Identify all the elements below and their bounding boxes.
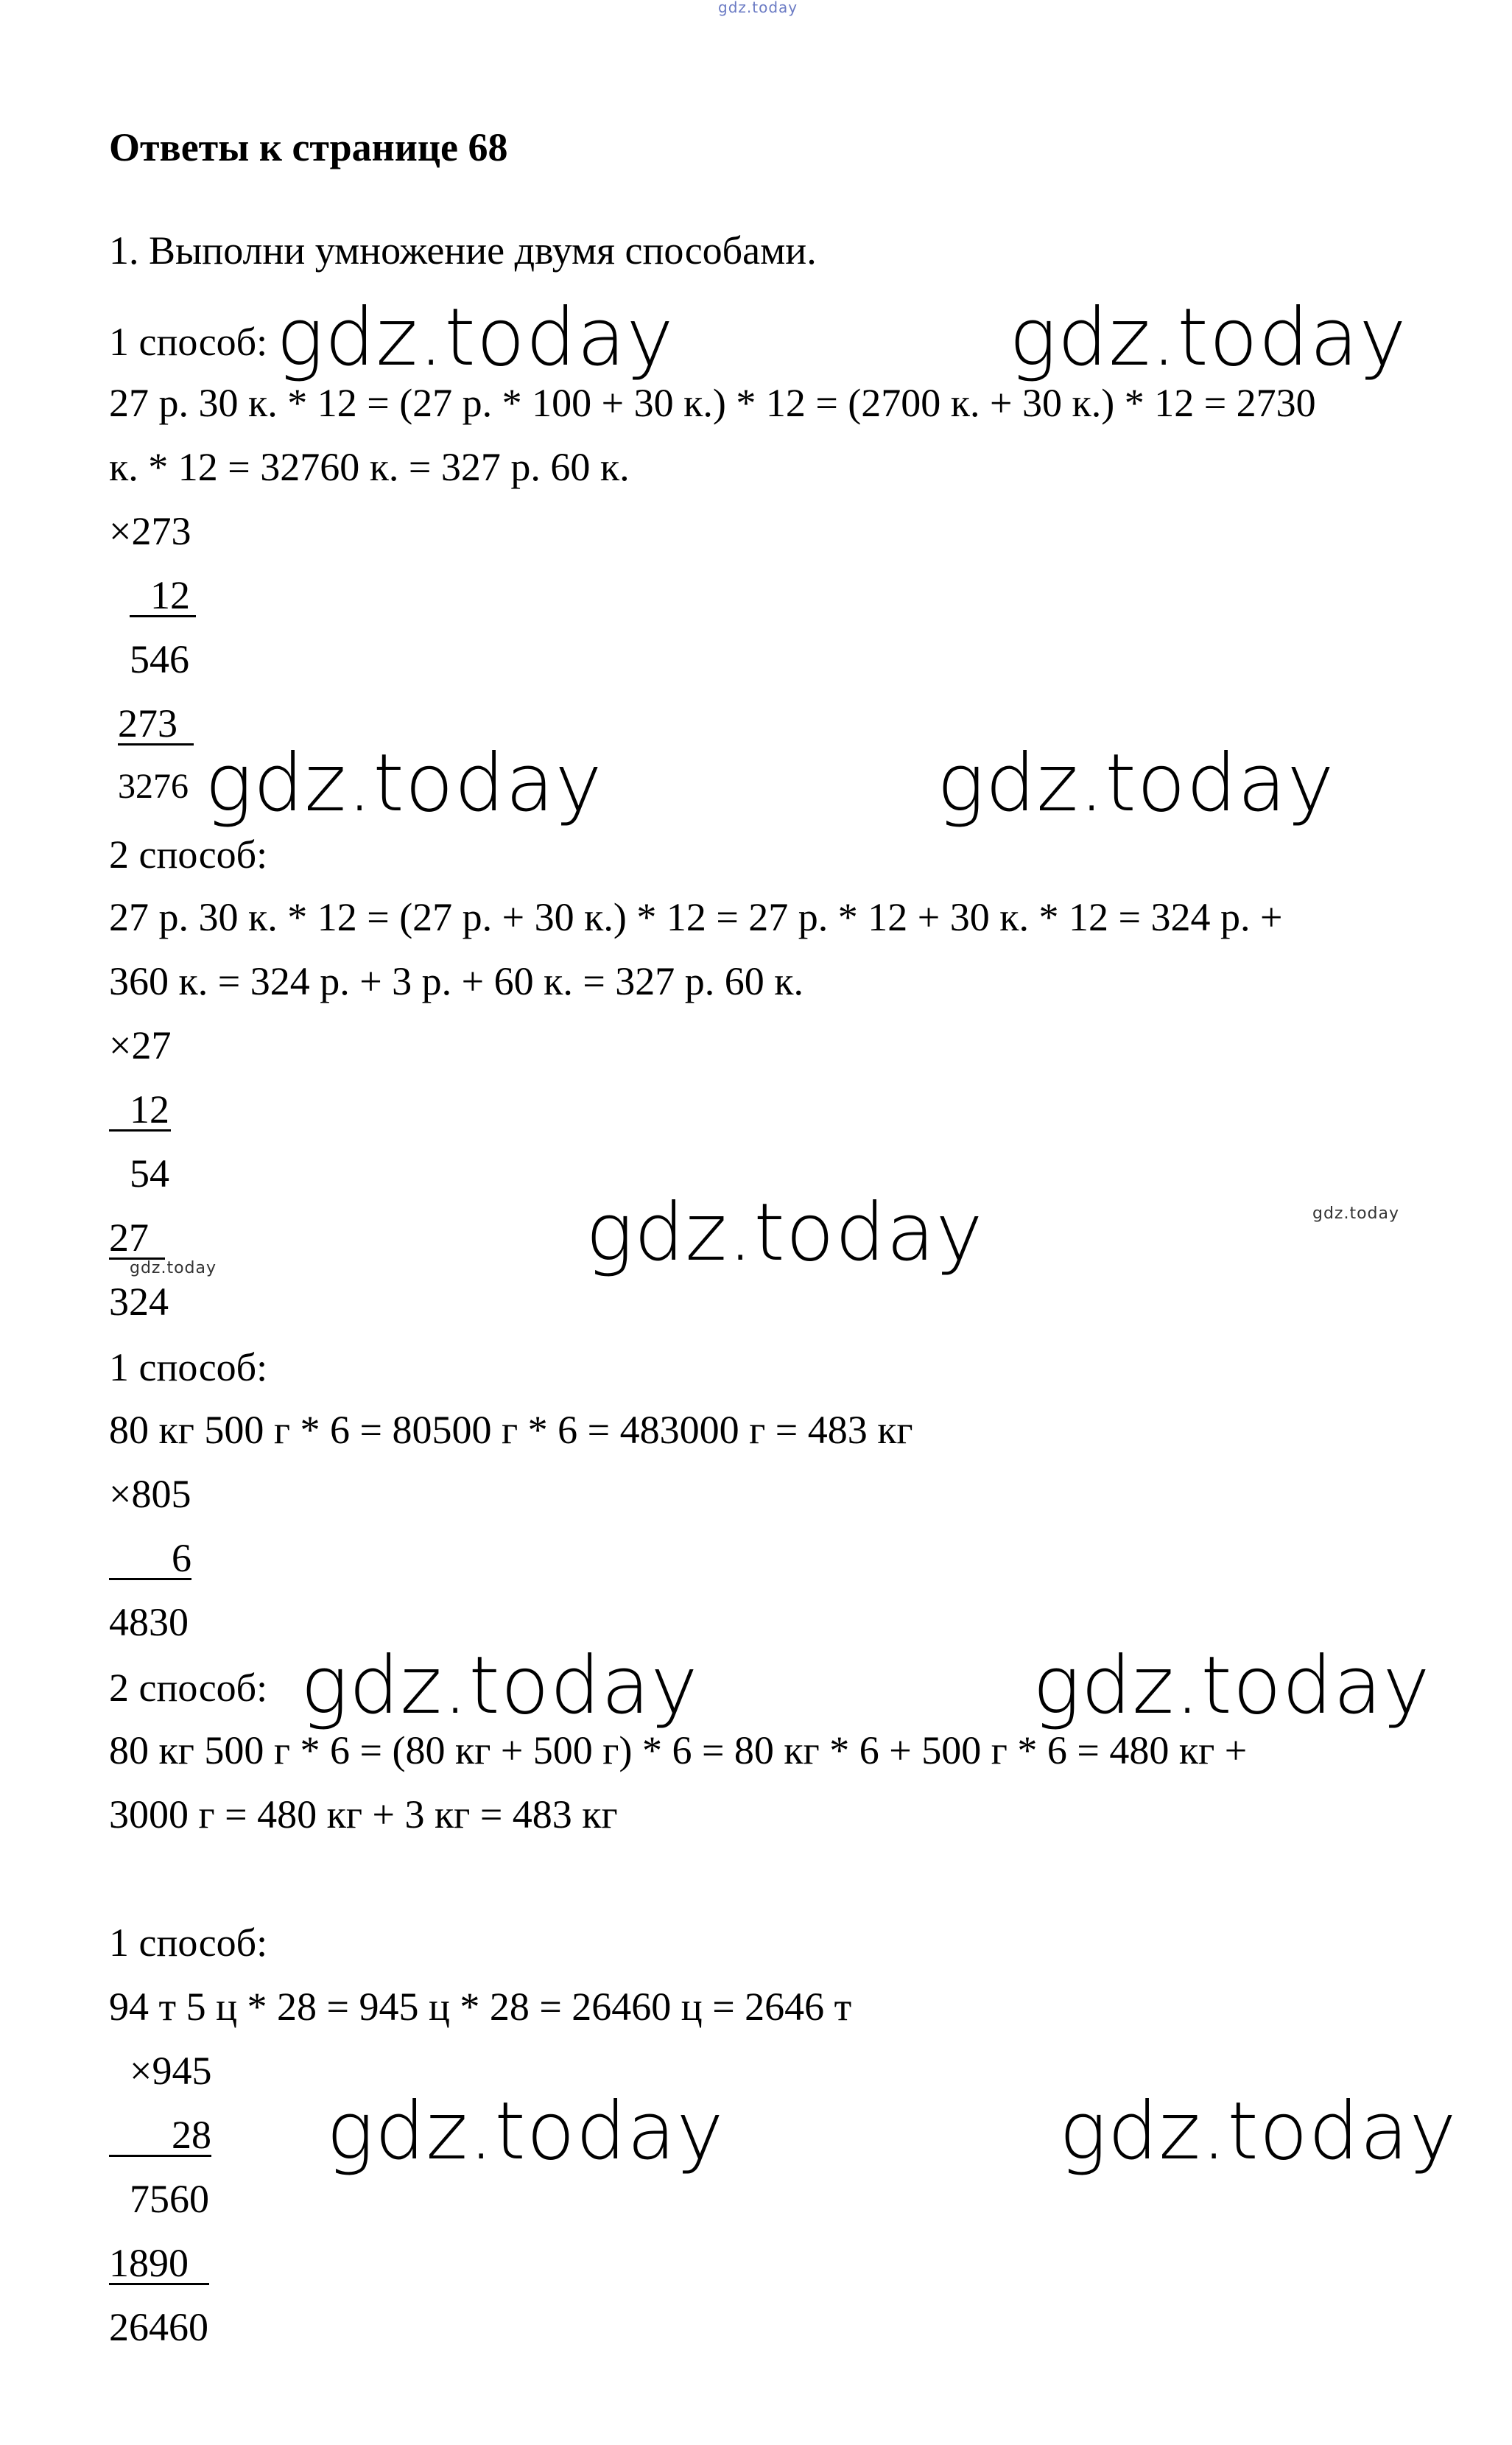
method-label: 1 способ: — [109, 320, 268, 364]
watermark: gdz.today — [276, 292, 675, 384]
column-multiplier: 28 — [109, 2115, 211, 2157]
column-multiplicand: ×27 — [109, 1023, 172, 1067]
watermark: gdz.today — [326, 2086, 725, 2178]
method-label: 1 способ: — [109, 1920, 268, 1965]
equation-line: 3000 г = 480 кг + 3 кг = 483 кг — [109, 1792, 618, 1837]
column-multiplier: 12 — [109, 1090, 171, 1132]
watermark-top: gdz.today — [718, 0, 798, 16]
watermark: gdz.today — [1009, 292, 1407, 384]
watermark: gdz.today — [937, 737, 1335, 829]
watermark-small: gdz.today — [1312, 1204, 1400, 1223]
column-multiplier: 6 — [109, 1538, 191, 1580]
equation-line: 80 кг 500 г * 6 = 80500 г * 6 = 483000 г = 483 кг — [109, 1408, 913, 1452]
column-partial-product: 7560 — [130, 2177, 209, 2221]
column-multiplicand: ×945 — [130, 2049, 212, 2093]
task-heading: 1. Выполни умножение двумя способами. — [109, 228, 817, 273]
equation-line: к. * 12 = 32760 к. = 327 р. 60 к. — [109, 445, 630, 489]
method-label: 2 способ: — [109, 832, 268, 877]
column-partial-product: 273 — [118, 704, 194, 746]
column-multiplicand: ×805 — [109, 1472, 191, 1516]
column-partial-product: 54 — [130, 1151, 169, 1196]
column-result: 3276 — [118, 767, 189, 806]
watermark: gdz.today — [300, 1640, 699, 1732]
column-result: 26460 — [109, 2305, 208, 2349]
method-label: 2 способ: — [109, 1666, 268, 1710]
equation-line: 80 кг 500 г * 6 = (80 кг + 500 г) * 6 = 80 кг * 6 + 500 г * 6 = 480 кг + — [109, 1728, 1248, 1772]
watermark: gdz.today — [1033, 1640, 1431, 1732]
column-result: 4830 — [109, 1600, 189, 1644]
column-multiplicand: ×273 — [109, 509, 191, 553]
watermark: gdz.today — [1059, 2086, 1458, 2178]
column-partial-product: 546 — [130, 637, 189, 681]
watermark: gdz.today — [586, 1187, 984, 1279]
equation-line: 27 р. 30 к. * 12 = (27 р. + 30 к.) * 12 = 27 р. * 12 + 30 к. * 12 = 324 р. + — [109, 895, 1283, 939]
equation-line: 360 к. = 324 р. + 3 р. + 60 к. = 327 р. 60 к. — [109, 959, 804, 1003]
watermark-small: gdz.today — [130, 1259, 217, 1277]
page-title: Ответы к странице 68 — [109, 125, 508, 169]
column-partial-product: 1890 — [109, 2243, 209, 2285]
column-result: 324 — [109, 1280, 169, 1324]
column-multiplier: 12 — [130, 575, 196, 617]
equation-line: 27 р. 30 к. * 12 = (27 р. * 100 + 30 к.) * 12 = (2700 к. + 30 к.) * 12 = 2730 — [109, 381, 1316, 425]
method-label: 1 способ: — [109, 1345, 268, 1389]
equation-line: 94 т 5 ц * 28 = 945 ц * 28 = 26460 ц = 2646 т — [109, 1985, 852, 2029]
column-partial-product: 27 — [109, 1218, 165, 1260]
watermark: gdz.today — [205, 737, 603, 829]
